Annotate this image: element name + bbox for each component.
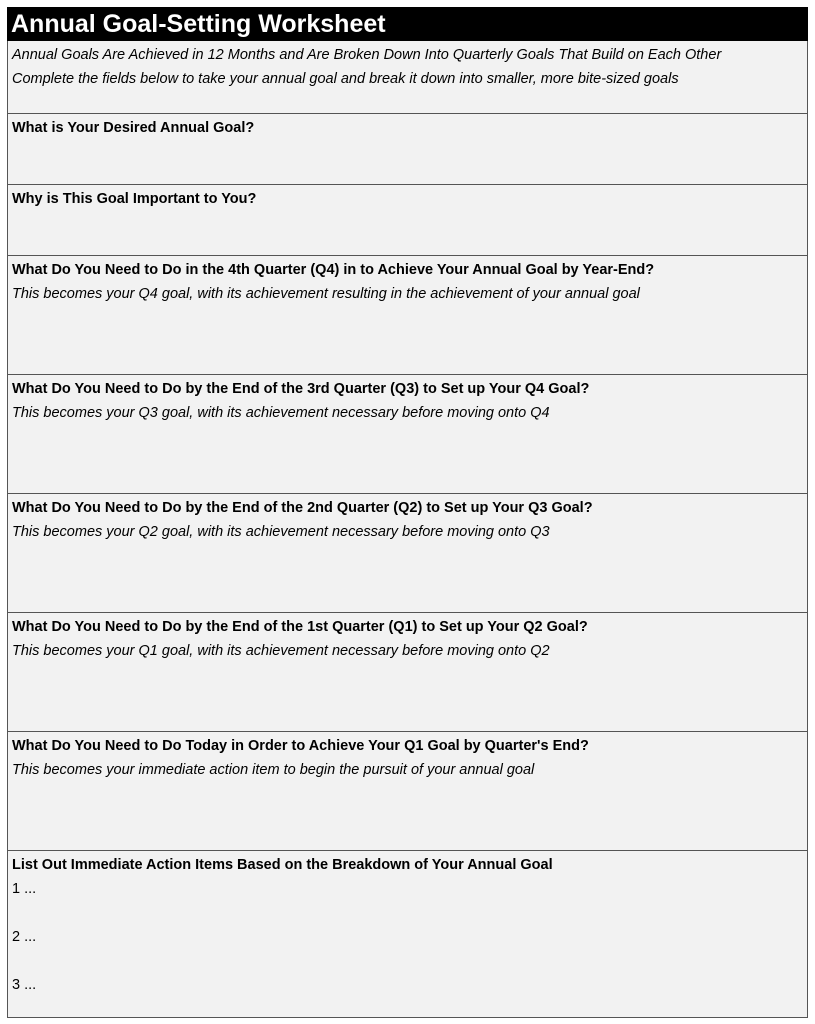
- today-note: This becomes your immediate action item to begin the pursuit of your annual goal: [12, 762, 535, 778]
- worksheet-title: Annual Goal-Setting Worksheet: [7, 7, 808, 41]
- action-items-heading: List Out Immediate Action Items Based on the Breakdown of Your Annual Goal: [12, 857, 553, 873]
- q2-note: This becomes your Q2 goal, with its achievement necessary before moving onto Q3: [12, 524, 550, 540]
- q2-question: What Do You Need to Do by the End of the 2nd Quarter (Q2) to Set up Your Q3 Goal?: [12, 500, 593, 516]
- q3-note: This becomes your Q3 goal, with its achievement necessary before moving onto Q4: [12, 405, 550, 421]
- today-question: What Do You Need to Do Today in Order to Achieve Your Q1 Goal by Quarter's End?: [12, 738, 589, 754]
- q1-goal-field[interactable]: [7, 613, 808, 732]
- today-action-field[interactable]: [7, 732, 808, 851]
- q3-goal-field[interactable]: [7, 375, 808, 494]
- annual-goal-question: What is Your Desired Annual Goal?: [12, 120, 255, 136]
- q1-note: This becomes your Q1 goal, with its achievement necessary before moving onto Q2: [12, 643, 550, 659]
- intro-line-1: Annual Goals Are Achieved in 12 Months and Are Broken Down Into Quarterly Goals That Build on Each Other: [12, 47, 722, 63]
- q4-goal-field[interactable]: [7, 256, 808, 375]
- intro-line-2: Complete the fields below to take your annual goal and break it down into smaller, more bite-sized goals: [12, 71, 679, 87]
- action-item-3[interactable]: 3 ...: [12, 977, 37, 993]
- q2-goal-field[interactable]: [7, 494, 808, 613]
- goal-importance-field[interactable]: [7, 185, 808, 256]
- action-item-2[interactable]: 2 ...: [12, 929, 37, 945]
- action-items-box: [7, 851, 808, 1018]
- worksheet: [7, 7, 808, 1018]
- goal-importance-question: Why is This Goal Important to You?: [12, 191, 257, 207]
- q3-question: What Do You Need to Do by the End of the 3rd Quarter (Q3) to Set up Your Q4 Goal?: [12, 381, 590, 397]
- q1-question: What Do You Need to Do by the End of the 1st Quarter (Q1) to Set up Your Q2 Goal?: [12, 619, 588, 635]
- annual-goal-field[interactable]: [7, 114, 808, 185]
- intro-box: [7, 41, 808, 114]
- q4-question: What Do You Need to Do in the 4th Quarter (Q4) in to Achieve Your Annual Goal by Year-End?: [12, 262, 655, 278]
- q4-note: This becomes your Q4 goal, with its achievement resulting in the achievement of your annual goal: [12, 286, 640, 302]
- action-item-1[interactable]: 1 ...: [12, 881, 37, 897]
